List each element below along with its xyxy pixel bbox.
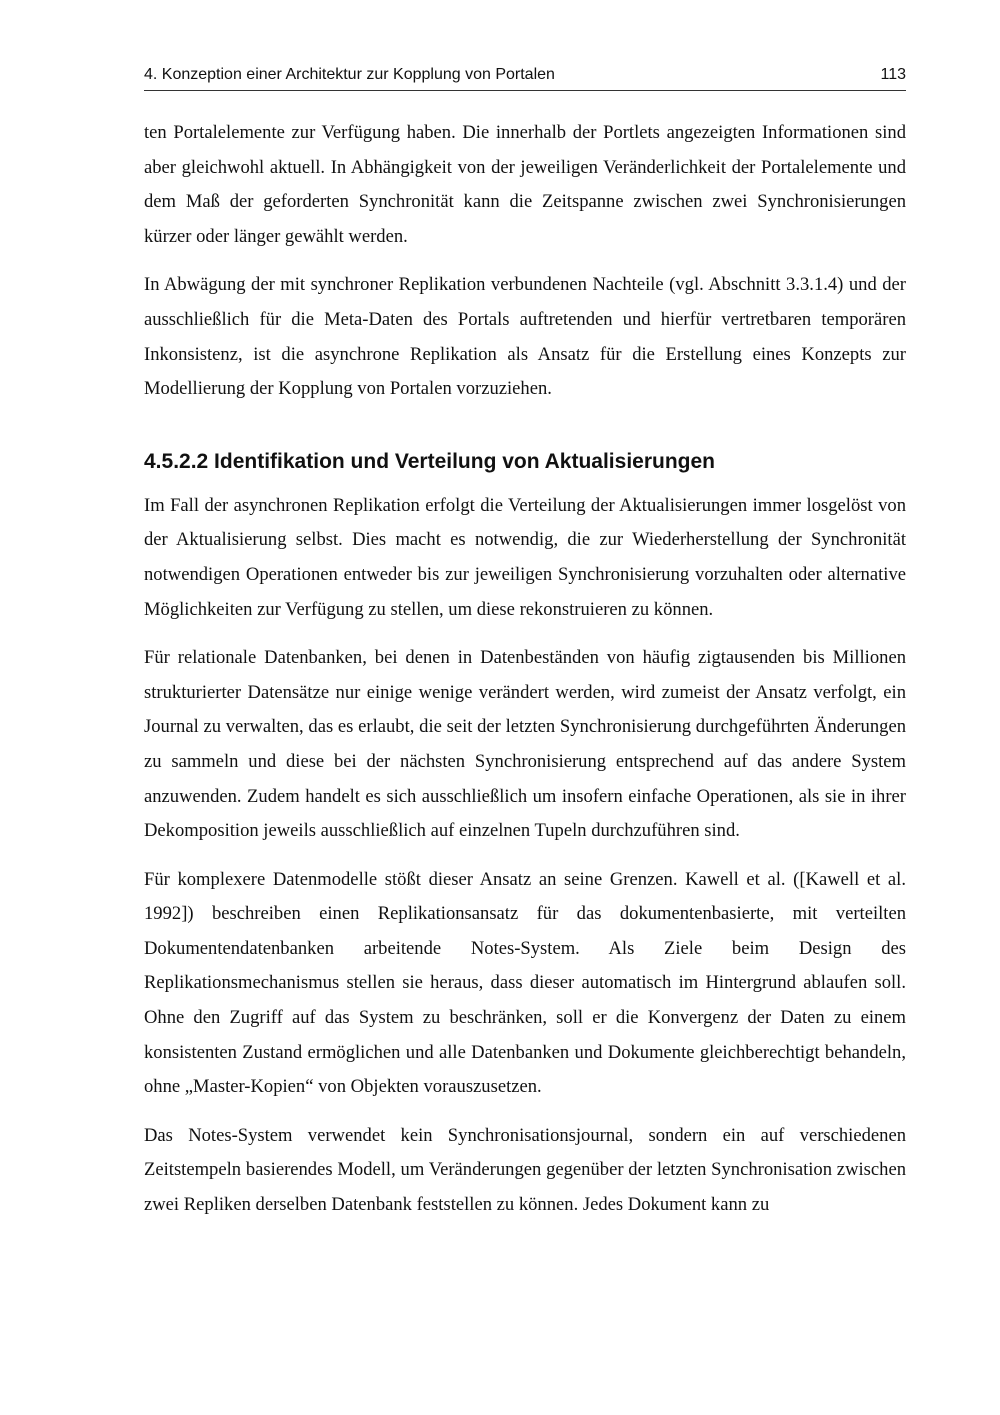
page-number: 113	[880, 66, 906, 83]
body-text	[144, 116, 906, 1237]
paragraph: Das Notes-System verwendet kein Synchronisationsjournal, sondern ein auf verschiedenen Zeitstempeln basierendes Modell, um Veränderungen gegenüber der letzten Synchronisation zwischen zwei Repliken derselben Datenbank feststellen zu können. Jedes Dokument kann zu	[144, 1124, 906, 1216]
paragraph: In Abwägung der mit synchroner Replikation verbundenen Nachteile (vgl. Abschnitt 3.3.1.4) und der ausschließlich für die Meta-Daten des Portals auftretenden und hierfür vertretbaren temporären Inkonsistenz, ist die asynchrone Replikation als Ansatz für die Erstellung eines Konzepts zur Modellierung der Kopplung von Portalen vorzuziehen.	[144, 274, 906, 400]
running-header	[144, 66, 906, 91]
section-heading: 4.5.2.2 Identifikation und Verteilung von Aktualisierungen	[144, 449, 715, 473]
chapter-title: 4. Konzeption einer Architektur zur Kopplung von Portalen	[144, 66, 555, 83]
paragraph: ten Portalelemente zur Verfügung haben. Die innerhalb der Portlets angezeigten Informationen sind aber gleichwohl aktuell. In Abhängigkeit von der jeweiligen Veränderlichkeit der Portalelemente und dem Maß der geforderten Synchronität kann die Zeitspanne zwischen zwei Synchronisierungen kürzer oder länger gewählt werden.	[144, 122, 906, 247]
paragraph: Im Fall der asynchronen Replikation erfolgt die Verteilung der Aktualisierungen immer losgelöst von der Aktualisierung selbst. Dies macht es notwendig, die zur Wiederherstellung der Synchronität notwendigen Operationen entweder bis zur jeweiligen Synchronisierung vorzuhalten oder alternative Möglichkeiten zur Verfügung zu stellen, um diese rekonstruieren zu können.	[144, 494, 906, 620]
paragraph: Für relationale Datenbanken, bei denen in Datenbeständen von häufig zigtausenden bis Millionen strukturierter Datensätze nur einige wenige verändert werden, wird zumeist der Ansatz verfolgt, ein Journal zu verwalten, das es erlaubt, die seit der letzten Synchronisierung durchgeführten Änderungen zu sammeln und diese bei der nächsten Synchronisierung entsprechend auf das andere System anzuwenden. Zudem handelt es sich ausschließlich um insofern einfache Operationen, als sie in ihrer Dekomposition jeweils ausschließlich auf einzelnen Tupeln durchzuführen sind.	[144, 647, 906, 842]
paragraph: Für komplexere Datenmodelle stößt dieser Ansatz an seine Grenzen. Kawell et al. ([Kawell et al. 1992]) beschreiben einen Replikationsansatz für das dokumentenbasierte, mit verteilten Dokumentendatenbanken arbeitende Notes-System. Als Ziele beim Design des Replikationsmechanismus stellen sie heraus, dass dieser automatisch im Hintergrund ablaufen soll. Ohne den Zugriff auf das System zu beschränken, soll er die Konvergenz der Daten zu einem konsistenten Zustand ermöglichen und alle Datenbanken und Dokumente gleichberechtigt behandeln, ohne „Master-Kopien“ von Objekten vorauszusetzen.	[144, 868, 906, 1098]
